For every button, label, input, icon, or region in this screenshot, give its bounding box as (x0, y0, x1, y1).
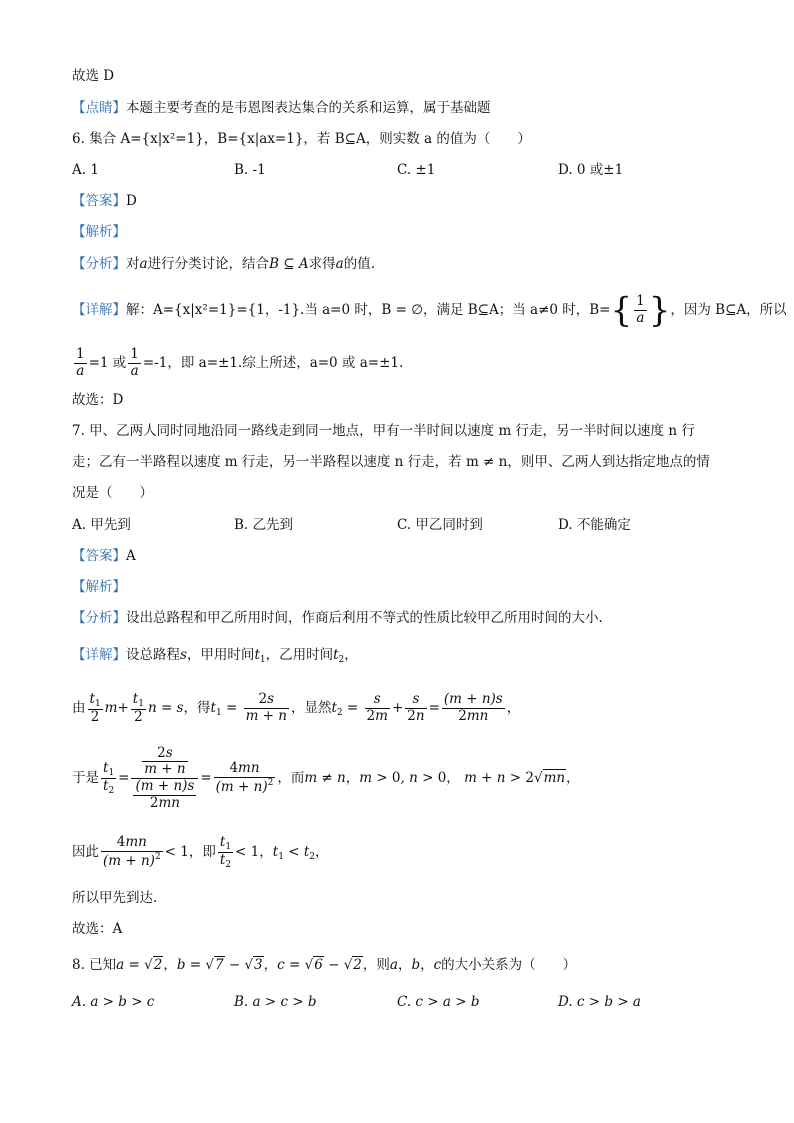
q6-jiexi-tag: 【解析】 (72, 224, 126, 240)
q7-eq-2: 于是 $\frac{t_1}{t_2}$ = $\frac{\frac{2s}{m + n}}{\frac{(m + n)s}{2mn}}$ = $\frac{4mn}{(m + n)^2}$ ，而m ≠ n，m > 0, n > 0， m + n > 2√mn， (72, 744, 580, 811)
q7-jiexi-tag: 【解析】 (72, 579, 126, 595)
q6-answer: D (126, 193, 137, 209)
q7-xiangjie-line: 【详解】设总路程s，甲用时间$t_1$，乙用时间$t_2$， (72, 647, 358, 665)
q8-option-b: B. a > c > b (234, 994, 317, 1010)
q7-option-d: D. 不能确定 (558, 517, 631, 533)
dianjing-text: 本题主要考查的是韦恩图表达集合的关系和运算，属于基础题 (126, 100, 491, 116)
q8-stem: 8. 已知a = √2，b = √7 − √3，c = √6 − √2，则a，b，c的大小关系为（ ） (72, 957, 577, 973)
q8-option-a: A. a > b > c (72, 994, 155, 1010)
fenxi-tag: 【分析】 (72, 256, 126, 272)
dianjing-tag: 【点睛】 (72, 100, 126, 116)
q7-stem-3: 况是（ ） (72, 485, 153, 501)
xiangjie-tag: 【详解】 (72, 302, 126, 318)
q7-choose: 故选：A (72, 921, 123, 937)
q6-option-d: D. 0 或±1 (558, 162, 624, 178)
dianjing-line (72, 98, 491, 118)
q7-option-a: A. 甲先到 (72, 517, 131, 533)
q7-option-b: B. 乙先到 (234, 517, 294, 533)
q8-option-c: C. c > a > b (397, 994, 480, 1010)
answer-tag: 【答案】 (72, 193, 126, 209)
q6-answer-line (72, 191, 137, 211)
q7-option-c: C. 甲乙同时到 (397, 517, 483, 533)
q6-option-c: C. ±1 (397, 162, 436, 178)
q7-eq-3: 因此 $\frac{4mn}{(m + n)^2}$ < 1，即 $\frac{t_1}{t_2}$ < 1，$t_1 < t_2$， (72, 833, 329, 870)
q6-xiangjie-line-2: $\frac{1}{a}$ =1 或 $\frac{1}{a}$ =-1，即 a=±1.综上所述，a=0 或 a=±1. (76, 346, 404, 379)
q6-choose: 故选：D (72, 392, 124, 408)
q7-eq-1: 由 $\frac{t_1}{2}$ m+ $\frac{t_1}{2}$ n = s，得$t_1$ = $\frac{2s}{m + n}$ ，显然$t_2$ = $\frac{s}{2m}$ + $\frac{s}{2n}$ = $\frac{(m + n)s}{2mn}$ ， (72, 690, 521, 725)
q6-fenxi-line: 【分析】对a进行分类讨论，结合B ⊆ A求得a的值. (72, 256, 375, 272)
q6-option-a: A. 1 (72, 162, 99, 178)
q6-option-b: B. -1 (234, 162, 266, 178)
q7-answer: A (126, 548, 136, 564)
q7-answer-line: 【答案】A (72, 548, 136, 564)
q7-stem-2: 走；乙有一半路程以速度 m 行走，另一半路程以速度 n 行走，若 m ≠ n，则甲、乙两人到达指定地点的情 (72, 454, 710, 470)
q7-stem-1: 7. 甲、乙两人同时同地沿同一路线走到同一地点，甲有一半时间以速度 m 行走，另一半时间以速度 n 行 (72, 423, 695, 439)
q7-fenxi-line: 【分析】设出总路程和甲乙所用时间，作商后利用不等式的性质比较甲乙所用时间的大小. (72, 610, 603, 626)
q6-stem: 6. 集合 A={x|x²=1}，B={x|ax=1}，若 B⊆A，则实数 a 的值为（ ） (72, 131, 531, 147)
q8-option-d: D. c > b > a (558, 994, 641, 1010)
prev-conclusion: 故选 D (72, 68, 115, 84)
q7-conclusion: 所以甲先到达. (72, 890, 158, 906)
q6-xiangjie-line: 【详解】解：A={x|x²=1}={1，-1}.当 a=0 时，B = ∅，满足 B⊆A；当 a≠0 时，B={ $\frac{1}{a}$ }，因为 B⊆A，所以 (72, 290, 787, 331)
